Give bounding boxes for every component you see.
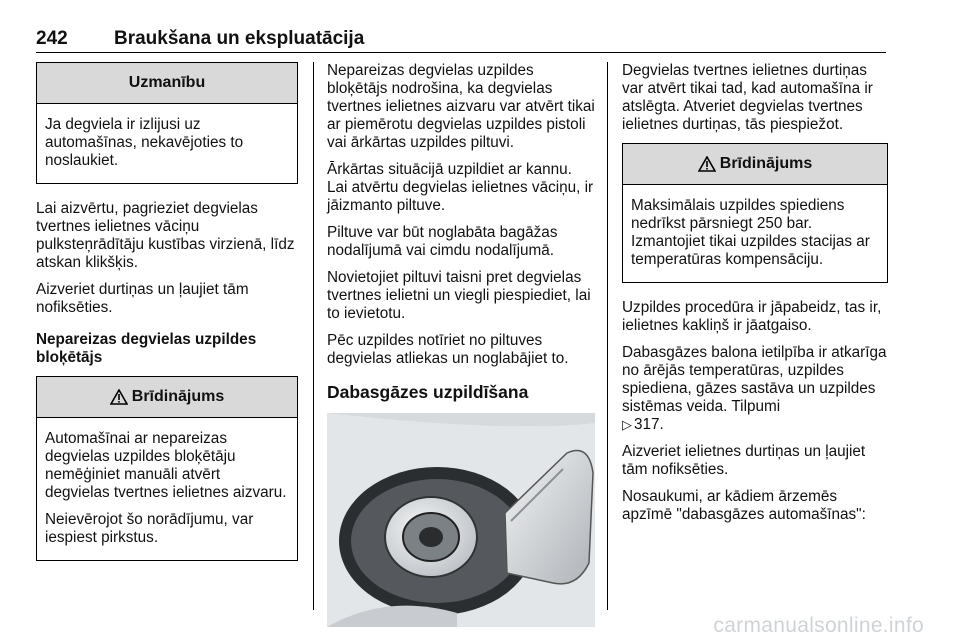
paragraph: Uzpildes procedūra ir jāpabeidz, tas ir, ielietnes kakliņš ir jāatgaiso. [622, 299, 882, 334]
column-divider-1 [313, 62, 314, 610]
cross-reference-page[interactable]: 317. [634, 416, 664, 433]
column-divider-2 [607, 62, 608, 610]
warning-triangle-icon [110, 389, 128, 405]
paragraph: Nepareizas degvielas uzpildes bloķētājs nodrošina, ka degvielas tvertnes ielietnes aizvaru var atvērt tikai ar piemērotu degvielas uzpildes pistoli vai ārkārtas uzpildes piltuvi. [327, 62, 595, 151]
caution-box-title: Uzmanību [37, 63, 297, 104]
reference-arrow-icon: ▷ [622, 417, 632, 432]
chapter-title: Braukšana un ekspluatācija [114, 28, 365, 49]
caution-box [36, 62, 298, 184]
header-rule [36, 52, 886, 53]
page-number: 242 [36, 28, 68, 49]
warning-title-text: Brīdinājums [131, 388, 225, 405]
fuel-filler-illustration [327, 413, 595, 627]
warning-text: Neievērojot šo norādījumu, var iespiest pirkstus. [45, 511, 254, 546]
warning-text: Maksimālais uzpildes spiediens nedrīkst pārsniegt 250 bar. [631, 197, 845, 232]
paragraph: Novietojiet piltuvi taisni pret degvielas tvertnes ielietni un viegli piespiediet, lai to ievietotu. [327, 269, 591, 322]
section-heading: Dabasgāzes uzpildīšana [327, 382, 529, 402]
page-header [36, 28, 886, 52]
column-2 [327, 62, 595, 627]
warning-box-body [37, 418, 297, 560]
paragraph: Aizveriet durtiņas un ļaujiet tām nofiksēties. [36, 281, 249, 316]
paragraph: Nosaukumi, ar kādiem ārzemēs apzīmē "dabasgāzes automašīnas": [622, 488, 866, 523]
warning-triangle-icon [698, 156, 716, 172]
paragraph: Pēc uzpildes notīriet no piltuves degvielas atliekas un noglabājiet to. [327, 332, 569, 367]
warning-box-body [623, 185, 887, 282]
warning-box [36, 376, 298, 561]
paragraph: Ārkārtas situācijā uzpildiet ar kannu. Lai atvērtu degvielas ielietnes vāciņu, ir jāizmanto piltuve. [327, 161, 594, 214]
paragraph: Piltuve var būt noglabāta bagāžas nodalījumā vai cimdu nodalījumā. [327, 224, 558, 259]
caution-text: Ja degviela ir izlijusi uz automašīnas, nekavējoties to noslaukiet. [45, 116, 244, 169]
paragraph: Lai aizvērtu, pagrieziet degvielas tvertnes ielietnes vāciņu pulksteņrādītāju kustības virzienā, līdz atskan klikšķis. [36, 200, 295, 271]
subheading: Nepareizas degvielas uzpildes bloķētājs [36, 331, 257, 366]
footer-watermark: carmanualsonline.info [713, 614, 924, 637]
paragraph: Dabasgāzes balona ietilpība ir atkarīga no ārējās temperatūras, uzpildes spiediena, gāzes sastāva un uzpildes sistēmas veida. Tilpumi [622, 344, 887, 415]
paragraph: Degvielas tvertnes ielietnes durtiņas var atvērt tikai tad, kad automašīna ir atslēgta. Atveriet degvielas tvertnes ielietnes durtiņas, tās piespiežot. [622, 62, 873, 133]
warning-box-title [623, 144, 887, 185]
warning-box [622, 143, 888, 283]
warning-box-title [37, 377, 297, 418]
warning-text: Automašīnai ar nepareizas degvielas uzpildes bloķētāju nemēģiniet manuāli atvērt degvielas tvertnes ielietnes aizvaru. [45, 430, 287, 501]
cng-filler-neck-image [327, 413, 595, 627]
column-3 [622, 62, 888, 533]
warning-title-text: Brīdinājums [719, 155, 813, 172]
caution-box-body [37, 104, 297, 183]
cross-reference[interactable] [622, 416, 888, 434]
column-1 [36, 62, 298, 577]
warning-text: Izmantojiet tikai uzpildes stacijas ar temperatūras kompensāciju. [631, 233, 870, 268]
paragraph: Aizveriet ielietnes durtiņas un ļaujiet tām nofiksēties. [622, 443, 866, 478]
